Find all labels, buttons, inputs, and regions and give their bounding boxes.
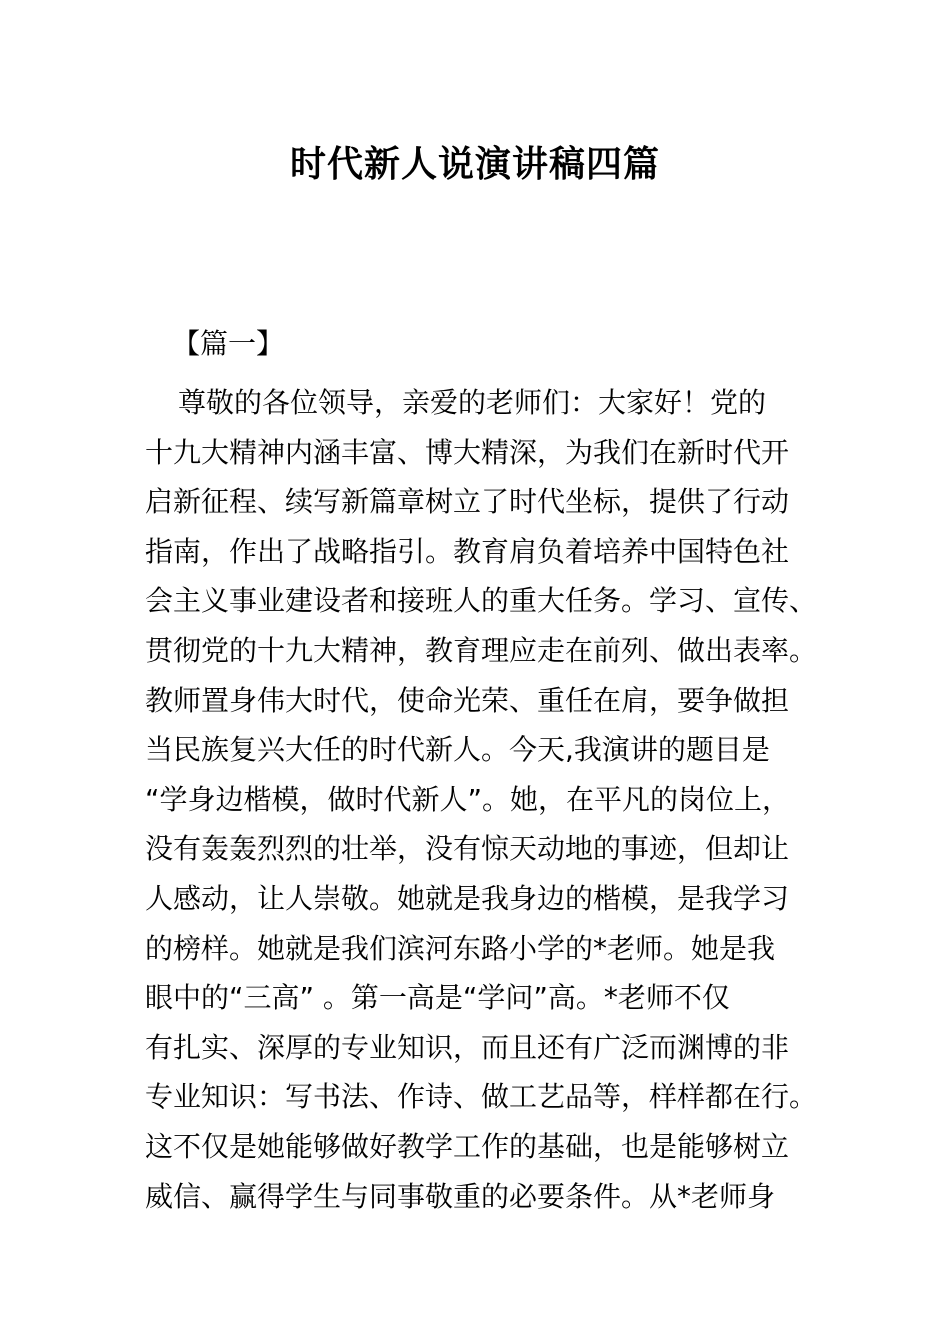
text-line: 十九大精神内涵丰富、博大精深，为我们在新时代开: [145, 435, 790, 469]
text-line: “学身边楷模，做时代新人”。她，在平凡的岗位上，: [145, 782, 791, 816]
body-paragraph: [145, 378, 825, 1221]
text-line: 启新征程、续写新篇章树立了时代坐标，提供了行动: [145, 485, 790, 519]
text-line: 教师置身伟大时代，使命光荣、重任在肩，要争做担: [145, 683, 790, 717]
text-line: 贯彻党的十九大精神，教育理应走在前列、做出表率。: [145, 633, 818, 667]
text-line: 威信、赢得学生与同事敬重的必要条件。从*老师身: [145, 1179, 776, 1213]
text-line: 会主义事业建设者和接班人的重大任务。学习、宣传、: [145, 584, 818, 618]
text-line: 尊敬的各位领导，亲爱的老师们：大家好！党的: [178, 386, 767, 419]
text-line: 眼中的“三高” 。第一高是“学问”高。*老师不仅: [145, 981, 730, 1015]
text-line: 指南，作出了战略指引。教育肩负着培养中国特色社: [145, 534, 790, 568]
text-line: 没有轰轰烈烈的壮举，没有惊天动地的事迹，但却让: [145, 832, 790, 866]
text-line: 有扎实、深厚的专业知识，而且还有广泛而渊博的非: [145, 1030, 790, 1064]
text-line: 这不仅是她能够做好教学工作的基础，也是能够树立: [145, 1129, 790, 1163]
text-line: 的榜样。她就是我们滨河东路小学的*老师。她是我: [145, 931, 776, 965]
text-line: 专业知识：写书法、作诗、做工艺品等，样样都在行。: [145, 1080, 818, 1114]
document-title: 时代新人说演讲稿四篇: [289, 144, 660, 185]
text-line: 人感动，让人崇敬。她就是我身边的楷模，是我学习: [145, 881, 790, 915]
text-line: 当民族复兴大任的时代新人。今天,我演讲的题目是: [145, 733, 770, 767]
section-heading: 【篇一】: [172, 327, 285, 360]
